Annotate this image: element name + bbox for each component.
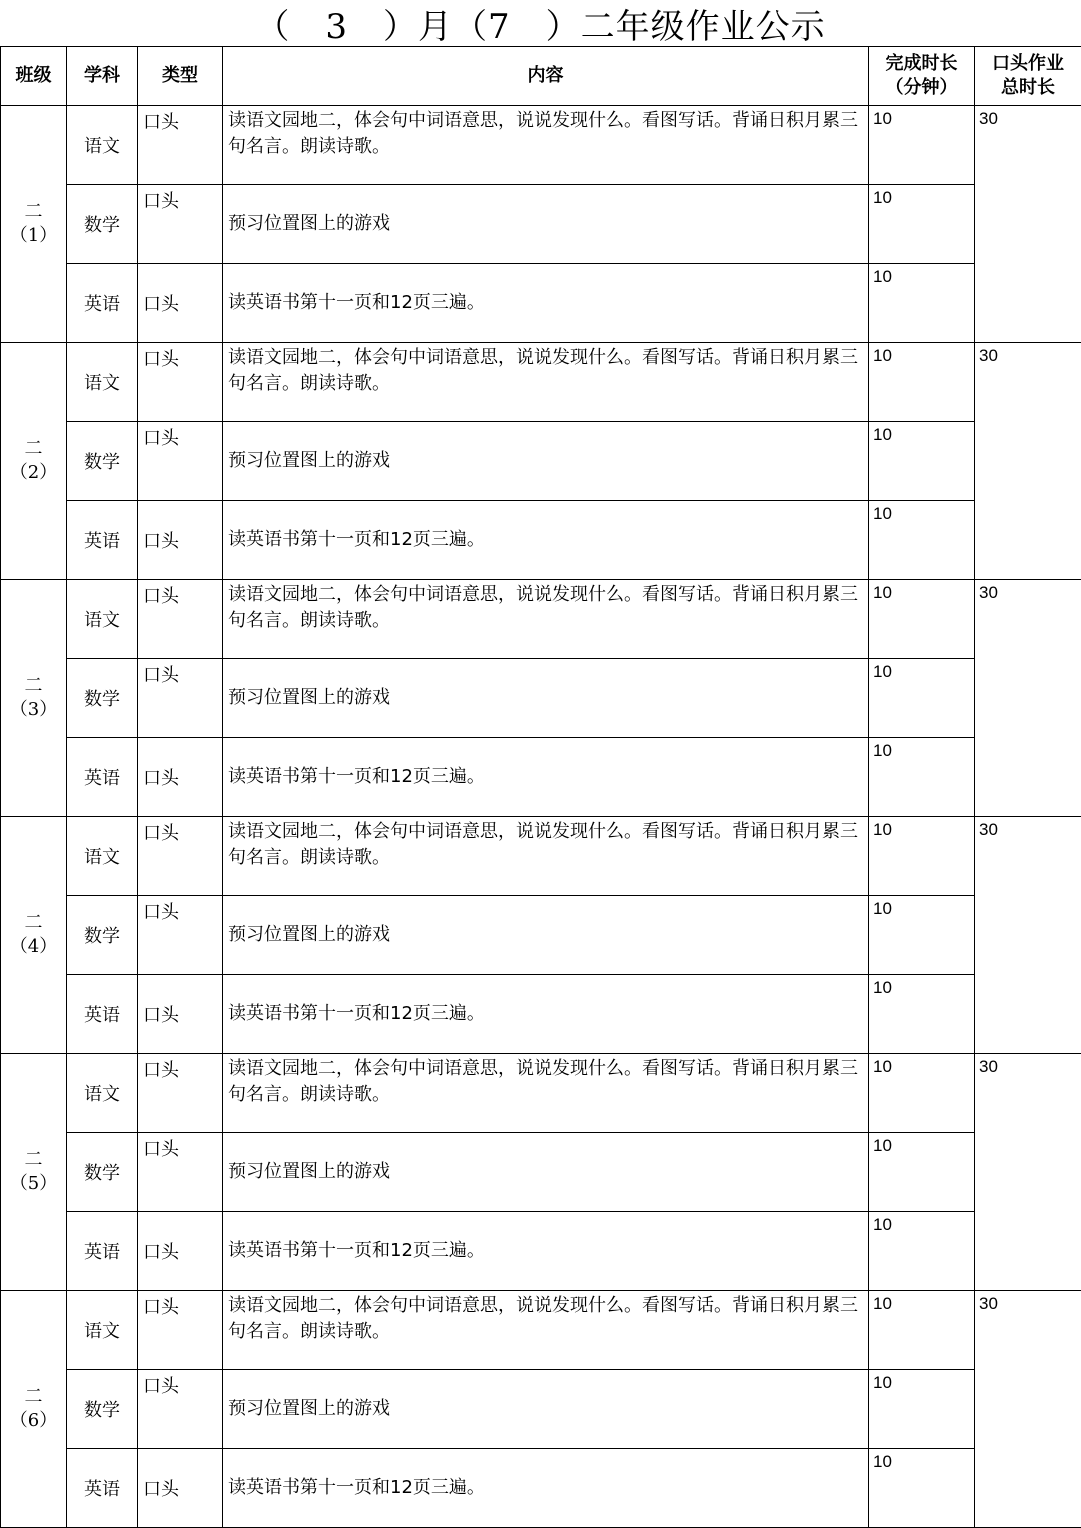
duration-cell: 10 xyxy=(869,1291,975,1370)
type-cell: 口头 xyxy=(138,185,223,264)
subject-cell: 数学 xyxy=(67,1133,138,1212)
subject-cell: 语文 xyxy=(67,580,138,659)
table-row xyxy=(1,896,1081,975)
table-row xyxy=(1,422,1081,501)
class-grade: 二 xyxy=(1,674,66,698)
duration-cell: 10 xyxy=(869,422,975,501)
content-cell: 读英语书第十一页和12页三遍。 xyxy=(223,975,869,1054)
class-number: （1） xyxy=(1,224,66,248)
total-duration-cell: 30 xyxy=(975,1291,1081,1528)
type-cell: 口头 xyxy=(138,975,223,1054)
table-row xyxy=(1,1212,1081,1291)
content-cell: 读语文园地二，体会句中词语意思，说说发现什么。看图写话。背诵日积月累三句名言。朗读诗歌。 xyxy=(223,343,869,422)
content-cell: 读语文园地二，体会句中词语意思，说说发现什么。看图写话。背诵日积月累三句名言。朗读诗歌。 xyxy=(223,106,869,185)
type-cell: 口头 xyxy=(138,501,223,580)
class-grade: 二 xyxy=(1,437,66,461)
page-title: （ 3 ）月（7 ）二年级作业公示 xyxy=(0,0,1081,46)
header-type: 类型 xyxy=(138,47,223,106)
table-row xyxy=(1,975,1081,1054)
subject-cell: 语文 xyxy=(67,343,138,422)
content-cell: 读英语书第十一页和12页三遍。 xyxy=(223,738,869,817)
class-cell xyxy=(1,580,67,817)
content-cell: 预习位置图上的游戏 xyxy=(223,422,869,501)
subject-cell: 英语 xyxy=(67,1449,138,1528)
content-cell: 读语文园地二，体会句中词语意思，说说发现什么。看图写话。背诵日积月累三句名言。朗读诗歌。 xyxy=(223,1054,869,1133)
content-cell: 预习位置图上的游戏 xyxy=(223,185,869,264)
table-row xyxy=(1,1054,1081,1133)
duration-cell: 10 xyxy=(869,106,975,185)
table-row xyxy=(1,1370,1081,1449)
class-number: （4） xyxy=(1,935,66,959)
class-number: （5） xyxy=(1,1172,66,1196)
header-total-line1: 口头作业 xyxy=(975,52,1081,76)
total-duration-cell: 30 xyxy=(975,817,1081,1054)
subject-cell: 数学 xyxy=(67,896,138,975)
header-duration-line1: 完成时长 xyxy=(869,52,974,76)
class-cell xyxy=(1,1054,67,1291)
duration-cell: 10 xyxy=(869,1212,975,1291)
type-cell: 口头 xyxy=(138,659,223,738)
duration-cell: 10 xyxy=(869,1449,975,1528)
type-cell: 口头 xyxy=(138,1449,223,1528)
duration-cell: 10 xyxy=(869,817,975,896)
class-cell xyxy=(1,106,67,343)
subject-cell: 数学 xyxy=(67,659,138,738)
table-body xyxy=(1,106,1081,1528)
table-row xyxy=(1,1291,1081,1370)
subject-cell: 数学 xyxy=(67,185,138,264)
table-row xyxy=(1,580,1081,659)
subject-cell: 语文 xyxy=(67,817,138,896)
table-row xyxy=(1,659,1081,738)
table-row xyxy=(1,343,1081,422)
subject-cell: 数学 xyxy=(67,1370,138,1449)
duration-cell: 10 xyxy=(869,501,975,580)
subject-cell: 语文 xyxy=(67,106,138,185)
class-grade: 二 xyxy=(1,1385,66,1409)
type-cell: 口头 xyxy=(138,1054,223,1133)
duration-cell: 10 xyxy=(869,975,975,1054)
content-cell: 读语文园地二，体会句中词语意思，说说发现什么。看图写话。背诵日积月累三句名言。朗读诗歌。 xyxy=(223,817,869,896)
subject-cell: 英语 xyxy=(67,264,138,343)
duration-cell: 10 xyxy=(869,185,975,264)
duration-cell: 10 xyxy=(869,1133,975,1212)
subject-cell: 英语 xyxy=(67,1212,138,1291)
type-cell: 口头 xyxy=(138,580,223,659)
subject-cell: 英语 xyxy=(67,501,138,580)
header-total xyxy=(975,47,1081,106)
header-duration xyxy=(869,47,975,106)
total-duration-cell: 30 xyxy=(975,343,1081,580)
content-cell: 预习位置图上的游戏 xyxy=(223,659,869,738)
content-cell: 预习位置图上的游戏 xyxy=(223,1370,869,1449)
subject-cell: 英语 xyxy=(67,738,138,817)
type-cell: 口头 xyxy=(138,1370,223,1449)
header-duration-line2: （分钟） xyxy=(869,76,974,100)
class-grade: 二 xyxy=(1,200,66,224)
type-cell: 口头 xyxy=(138,1212,223,1291)
class-number: （6） xyxy=(1,1409,66,1433)
content-cell: 读语文园地二，体会句中词语意思，说说发现什么。看图写话。背诵日积月累三句名言。朗读诗歌。 xyxy=(223,580,869,659)
duration-cell: 10 xyxy=(869,580,975,659)
total-duration-cell: 30 xyxy=(975,106,1081,343)
type-cell: 口头 xyxy=(138,896,223,975)
subject-cell: 数学 xyxy=(67,422,138,501)
content-cell: 读英语书第十一页和12页三遍。 xyxy=(223,264,869,343)
header-row xyxy=(1,47,1081,106)
class-cell xyxy=(1,817,67,1054)
type-cell: 口头 xyxy=(138,817,223,896)
duration-cell: 10 xyxy=(869,343,975,422)
subject-cell: 英语 xyxy=(67,975,138,1054)
type-cell: 口头 xyxy=(138,106,223,185)
header-content: 内容 xyxy=(223,47,869,106)
homework-table xyxy=(0,46,1081,1528)
duration-cell: 10 xyxy=(869,896,975,975)
table-row xyxy=(1,1133,1081,1212)
duration-cell: 10 xyxy=(869,1054,975,1133)
table-row xyxy=(1,106,1081,185)
type-cell: 口头 xyxy=(138,1291,223,1370)
table-row xyxy=(1,501,1081,580)
table-row xyxy=(1,817,1081,896)
header-subject: 学科 xyxy=(67,47,138,106)
type-cell: 口头 xyxy=(138,422,223,501)
content-cell: 读英语书第十一页和12页三遍。 xyxy=(223,1449,869,1528)
class-grade: 二 xyxy=(1,1148,66,1172)
content-cell: 读英语书第十一页和12页三遍。 xyxy=(223,1212,869,1291)
table-row xyxy=(1,738,1081,817)
duration-cell: 10 xyxy=(869,738,975,817)
subject-cell: 语文 xyxy=(67,1291,138,1370)
subject-cell: 语文 xyxy=(67,1054,138,1133)
header-total-line2: 总时长 xyxy=(975,76,1081,100)
duration-cell: 10 xyxy=(869,1370,975,1449)
table-row xyxy=(1,185,1081,264)
class-cell xyxy=(1,1291,67,1528)
content-cell: 读语文园地二，体会句中词语意思，说说发现什么。看图写话。背诵日积月累三句名言。朗读诗歌。 xyxy=(223,1291,869,1370)
class-number: （2） xyxy=(1,461,66,485)
duration-cell: 10 xyxy=(869,659,975,738)
type-cell: 口头 xyxy=(138,738,223,817)
content-cell: 预习位置图上的游戏 xyxy=(223,1133,869,1212)
type-cell: 口头 xyxy=(138,343,223,422)
content-cell: 读英语书第十一页和12页三遍。 xyxy=(223,501,869,580)
table-row xyxy=(1,1449,1081,1528)
class-grade: 二 xyxy=(1,911,66,935)
type-cell: 口头 xyxy=(138,264,223,343)
class-number: （3） xyxy=(1,698,66,722)
type-cell: 口头 xyxy=(138,1133,223,1212)
total-duration-cell: 30 xyxy=(975,1054,1081,1291)
duration-cell: 10 xyxy=(869,264,975,343)
content-cell: 预习位置图上的游戏 xyxy=(223,896,869,975)
header-class: 班级 xyxy=(1,47,67,106)
table-row xyxy=(1,264,1081,343)
class-cell xyxy=(1,343,67,580)
total-duration-cell: 30 xyxy=(975,580,1081,817)
